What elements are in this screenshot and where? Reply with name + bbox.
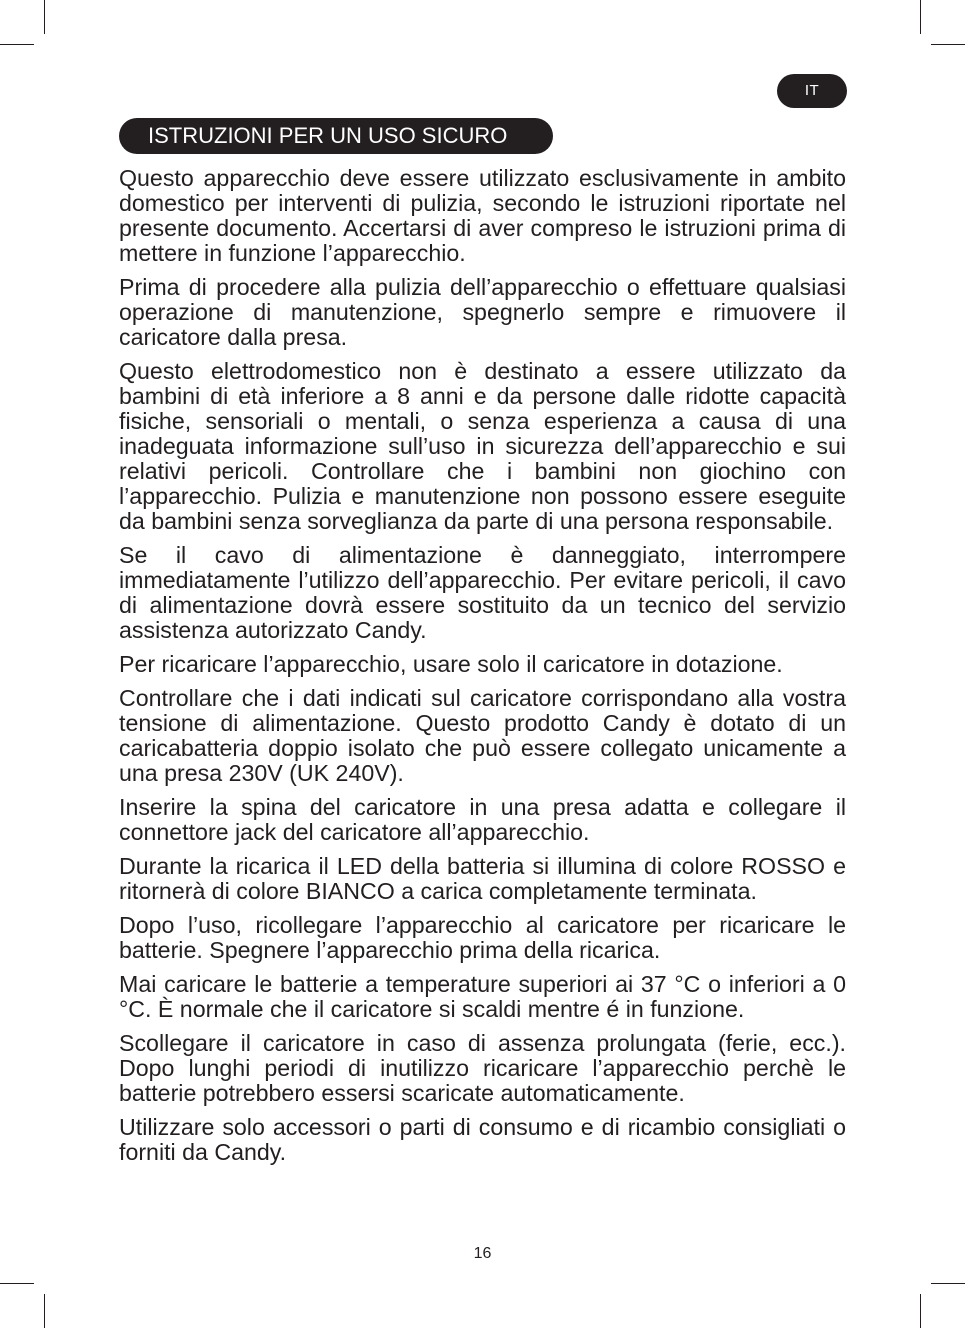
language-badge: IT: [777, 74, 847, 108]
paragraph: Questo elettrodomestico non è destinato a essere utilizzato da bambini di età inferiore a 8 anni e da persone dalle ridotte capacità fisiche, sensoriali o mentali, o senza esperienza a causa di una inadeguata informazione sull’uso in sicurezza dell’apparecchio e sui relativi pericoli. Controllare che i bambini non giochino con l’apparecchio. Pulizia e manutenzione non possono essere eseguite da bambini senza sorveglianza da parte di una persona responsabile.: [119, 358, 846, 534]
safety-instructions-body: [119, 166, 846, 1174]
crop-mark-top-right-horizontal: [931, 44, 965, 45]
crop-mark-bottom-left-horizontal: [0, 1283, 34, 1284]
crop-mark-top-left-vertical: [44, 0, 45, 34]
crop-mark-top-left-horizontal: [0, 44, 34, 45]
paragraph: Prima di procedere alla pulizia dell’apparecchio o effettuare qualsiasi operazione di manutenzione, spegnerlo sempre e rimuovere il caricatore dalla presa.: [119, 274, 846, 350]
paragraph: Scollegare il caricatore in caso di assenza prolungata (ferie, ecc.). Dopo lunghi periodi di inutilizzo ricaricare l’apparecchio perchè le batterie potrebbero essersi scaricate automaticamente.: [119, 1030, 846, 1106]
paragraph: Per ricaricare l’apparecchio, usare solo il caricatore in dotazione.: [119, 651, 783, 677]
crop-mark-bottom-right-vertical: [920, 1294, 921, 1328]
crop-mark-top-right-vertical: [920, 0, 921, 34]
page-number: 16: [473, 1245, 492, 1262]
paragraph: Mai caricare le batterie a temperature superiori ai 37 °C o inferiori a 0 °C. È normale che il caricatore si scaldi mentre é in funzione.: [119, 971, 846, 1022]
section-title: ISTRUZIONI PER UN USO SICURO: [119, 118, 553, 154]
paragraph: Se il cavo di alimentazione è danneggiato, interrompere immediatamente l’utilizzo dell’apparecchio. Per evitare pericoli, il cavo di alimentazione dovrà essere sostituito da un tecnico del servizio assistenza autorizzato Candy.: [119, 542, 846, 643]
paragraph: Questo apparecchio deve essere utilizzato esclusivamente in ambito domestico per interventi di pulizia, secondo le istruzioni riportate nel presente documento. Accertarsi di aver compreso le istruzioni prima di mettere in funzione l’apparecchio.: [119, 165, 846, 266]
paragraph: Controllare che i dati indicati sul caricatore corrispondano alla vostra tensione di alimentazione. Questo prodotto Candy è dotato di un caricabatteria doppio isolato che può essere collegato unicamente a una presa 230V (UK 240V).: [119, 685, 846, 786]
paragraph: Dopo l’uso, ricollegare l’apparecchio al caricatore per ricaricare le batterie. Spegnere l’apparecchio prima della ricarica.: [119, 912, 846, 963]
crop-mark-bottom-left-vertical: [44, 1294, 45, 1328]
paragraph: Inserire la spina del caricatore in una presa adatta e collegare il connettore jack del caricatore all’apparecchio.: [119, 794, 846, 845]
paragraph: Utilizzare solo accessori o parti di consumo e di ricambio consigliati o forniti da Candy.: [119, 1114, 846, 1165]
paragraph: Durante la ricarica il LED della batteria si illumina di colore ROSSO e ritornerà di colore BIANCO a carica completamente terminata.: [119, 853, 846, 904]
crop-mark-bottom-right-horizontal: [931, 1283, 965, 1284]
